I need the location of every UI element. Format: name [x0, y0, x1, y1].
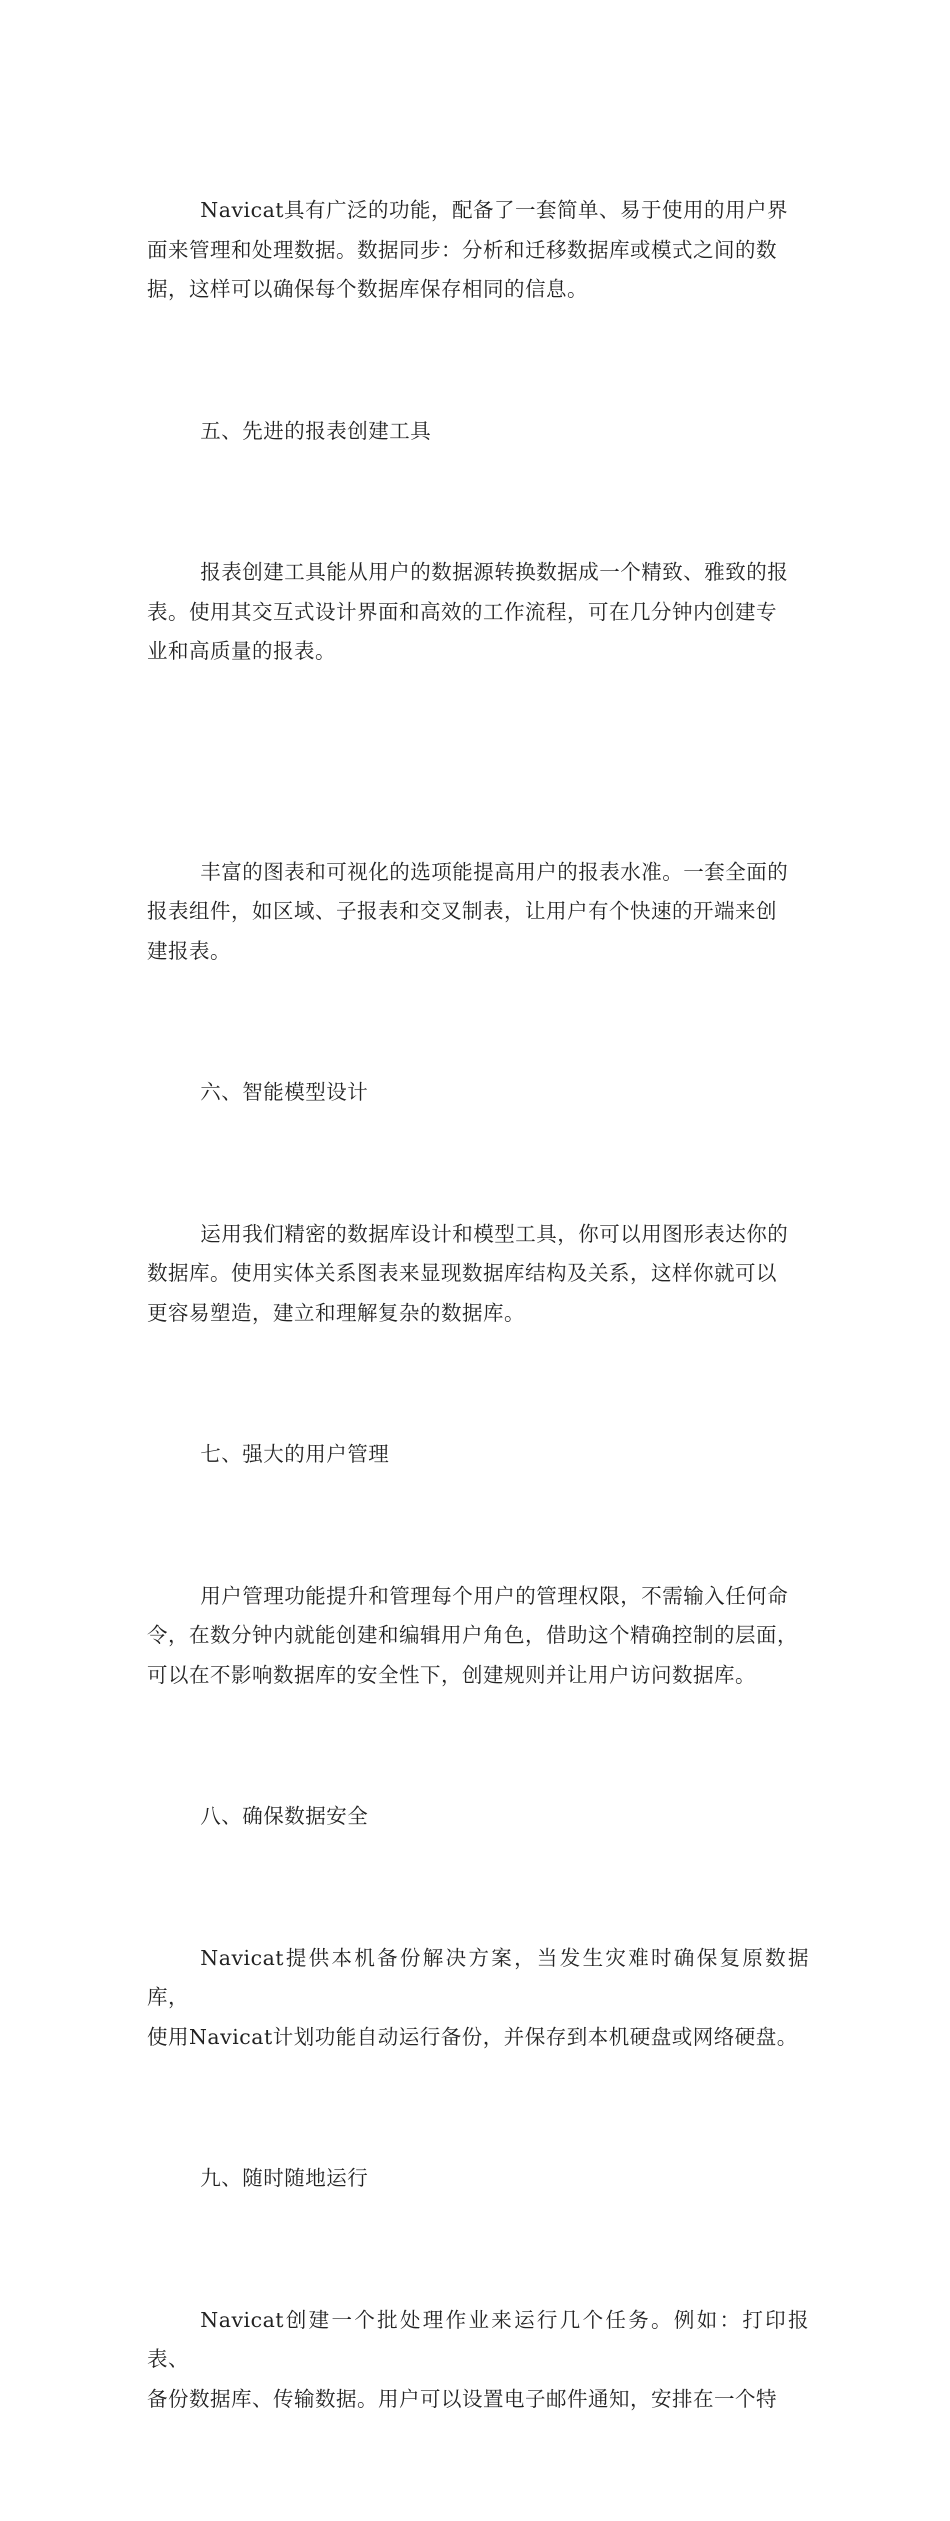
paragraph-run-anywhere [147, 2222, 809, 2499]
paragraph-user-management [147, 1498, 809, 1775]
section-heading-data-security: 八、确保数据安全 [200, 1804, 369, 1828]
document-body [147, 112, 809, 2521]
paragraph-data-security [147, 1860, 809, 2137]
text-line: Navicat提供本机备份解决方案，当发生灾难时确保复原数据库， [147, 1945, 809, 2009]
section-heading-report-tools: 五、先进的报表创建工具 [200, 418, 432, 443]
paragraph-model-design [147, 1136, 809, 1413]
text-line: 面来管理和处理数据。数据同步：分析和迁移数据库或模式之间的数 [147, 237, 777, 262]
text-line: 使用Navicat计划功能自动运行备份，并保存到本机硬盘或网络硬盘。 [147, 2024, 798, 2049]
text-line: Navicat具有广泛的功能，配备了一套简单、易于使用的用户界 [200, 198, 789, 222]
section-heading-run-anywhere: 九、随时随地运行 [200, 2166, 369, 2190]
paragraph-navicat-features [147, 112, 809, 389]
section-heading-model-design: 六、智能模型设计 [200, 1080, 369, 1104]
text-line: 丰富的图表和可视化的选项能提高用户的报表水准。一套全面的 [200, 859, 789, 884]
text-line: 报表创建工具能从用户的数据源转换数据成一个精致、雅致的报 [200, 560, 789, 584]
text-line: 据，这样可以确保每个数据库保存相同的信息。 [147, 277, 588, 301]
text-line: 运用我们精密的数据库设计和模型工具，你可以用图形表达你的 [200, 1221, 789, 1246]
text-line: Navicat创建一个批处理作业来运行几个任务。例如：打印报表、 [147, 2307, 809, 2371]
text-line: 建报表。 [147, 938, 231, 963]
text-line: 数据库。使用实体关系图表来显现数据库结构及关系，这样你就可以 [147, 1261, 777, 1285]
paragraph-charts-visualization [147, 774, 809, 1051]
section-heading-user-management: 七、强大的用户管理 [200, 1442, 390, 1466]
text-line: 表。使用其交互式设计界面和高效的工作流程，可在几分钟内创建专 [147, 599, 777, 624]
text-line: 备份数据库、传输数据。用户可以设置电子邮件通知，安排在一个特 [147, 2386, 777, 2411]
paragraph-report-tools [147, 474, 809, 751]
text-line: 更容易塑造，建立和理解复杂的数据库。 [147, 1300, 525, 1325]
text-line: 业和高质量的报表。 [147, 639, 336, 663]
text-line: 用户管理功能提升和管理每个用户的管理权限，不需输入任何命 [200, 1583, 789, 1608]
text-line: 令，在数分钟内就能创建和编辑用户角色，借助这个精确控制的层面， [147, 1623, 798, 1647]
text-line: 可以在不影响数据库的安全性下，创建规则并让用户访问数据库。 [147, 1662, 756, 1687]
text-line: 报表组件，如区域、子报表和交叉制表，让用户有个快速的开端来创 [147, 899, 777, 923]
